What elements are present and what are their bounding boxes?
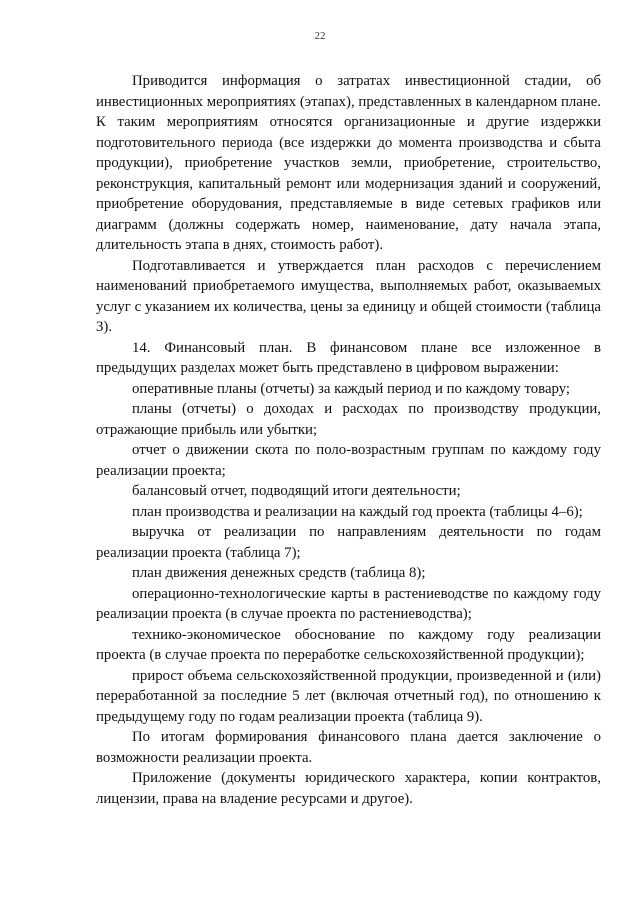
paragraph-appendix: Приложение (документы юридического характера, копии контрактов, лицензии, права на владение ресурсами и другое). <box>96 770 601 807</box>
list-item-income-expense-plans: планы (отчеты) о доходах и расходах по производству продукции, отражающие прибыль или убытки; <box>96 401 601 438</box>
list-item-production-plan: план производства и реализации на каждый год проекта (таблицы 4–6); <box>132 503 583 520</box>
list-item-livestock-report: отчет о движении скота по поло-возрастным группам по каждому году реализации проекта; <box>96 442 601 479</box>
document-body <box>96 71 601 809</box>
list-item-tech-maps: операционно-технологические карты в растениеводстве по каждому году реализации проекта (в случае проекта по растениеводства); <box>96 585 601 622</box>
list-item-operational-plans: оперативные планы (отчеты) за каждый период и по каждому товару; <box>132 380 571 397</box>
list-item-revenue: выручка от реализации по направлениям деятельности по годам реализации проекта (таблица 7); <box>96 524 601 561</box>
paragraph-investment-costs: Приводится информация о затратах инвестиционной стадии, об инвестиционных мероприятиях (этапах), представленных в календарном плане. К таким мероприятиям относятся организационные и другие издержки подготовительного периода (все издержки до момента производства и сбыта продукции), приобретение участков земли, приобретение, строительство, реконструкция, капитальный ремонт или модернизация зданий и сооружений, приобретение оборудования, представляемые в виде сетевых графиков или диаграмм (должны содержать номер, наименование, дату начала этапа, длительность этапа в днях, стоимость работ). <box>96 73 601 253</box>
list-item-balance-report: балансовый отчет, подводящий итоги деятельности; <box>132 483 461 499</box>
list-item-production-growth: прирост объема сельскохозяйственной продукции, произведенной и (или) переработанной за последние 5 лет (включая отчетный год), по отношению к предыдущему году по годам реализации проекта (таблица 9). <box>96 667 601 725</box>
list-item-cash-flow-plan: план движения денежных средств (таблица 8); <box>132 565 426 581</box>
paragraph-conclusion: По итогам формирования финансового плана дается заключение о возможности реализации проекта. <box>96 729 601 766</box>
list-item-feasibility-study: технико-экономическое обоснование по каждому году реализации проекта (в случае проекта по переработке сельскохозяйственной продукции); <box>96 626 601 663</box>
paragraph-expense-plan: Подготавливается и утверждается план расходов с перечислением наименований приобретаемого имущества, выполняемых работ, оказываемых услуг с указанием их количества, цены за единицу и общей стоимости (таблица 3). <box>96 257 601 335</box>
page-number: 22 <box>314 30 326 42</box>
paragraph-financial-plan-heading: 14. Финансовый план. В финансовом плане все изложенное в предыдущих разделах может быть представлено в цифровом выражении: <box>96 339 601 376</box>
